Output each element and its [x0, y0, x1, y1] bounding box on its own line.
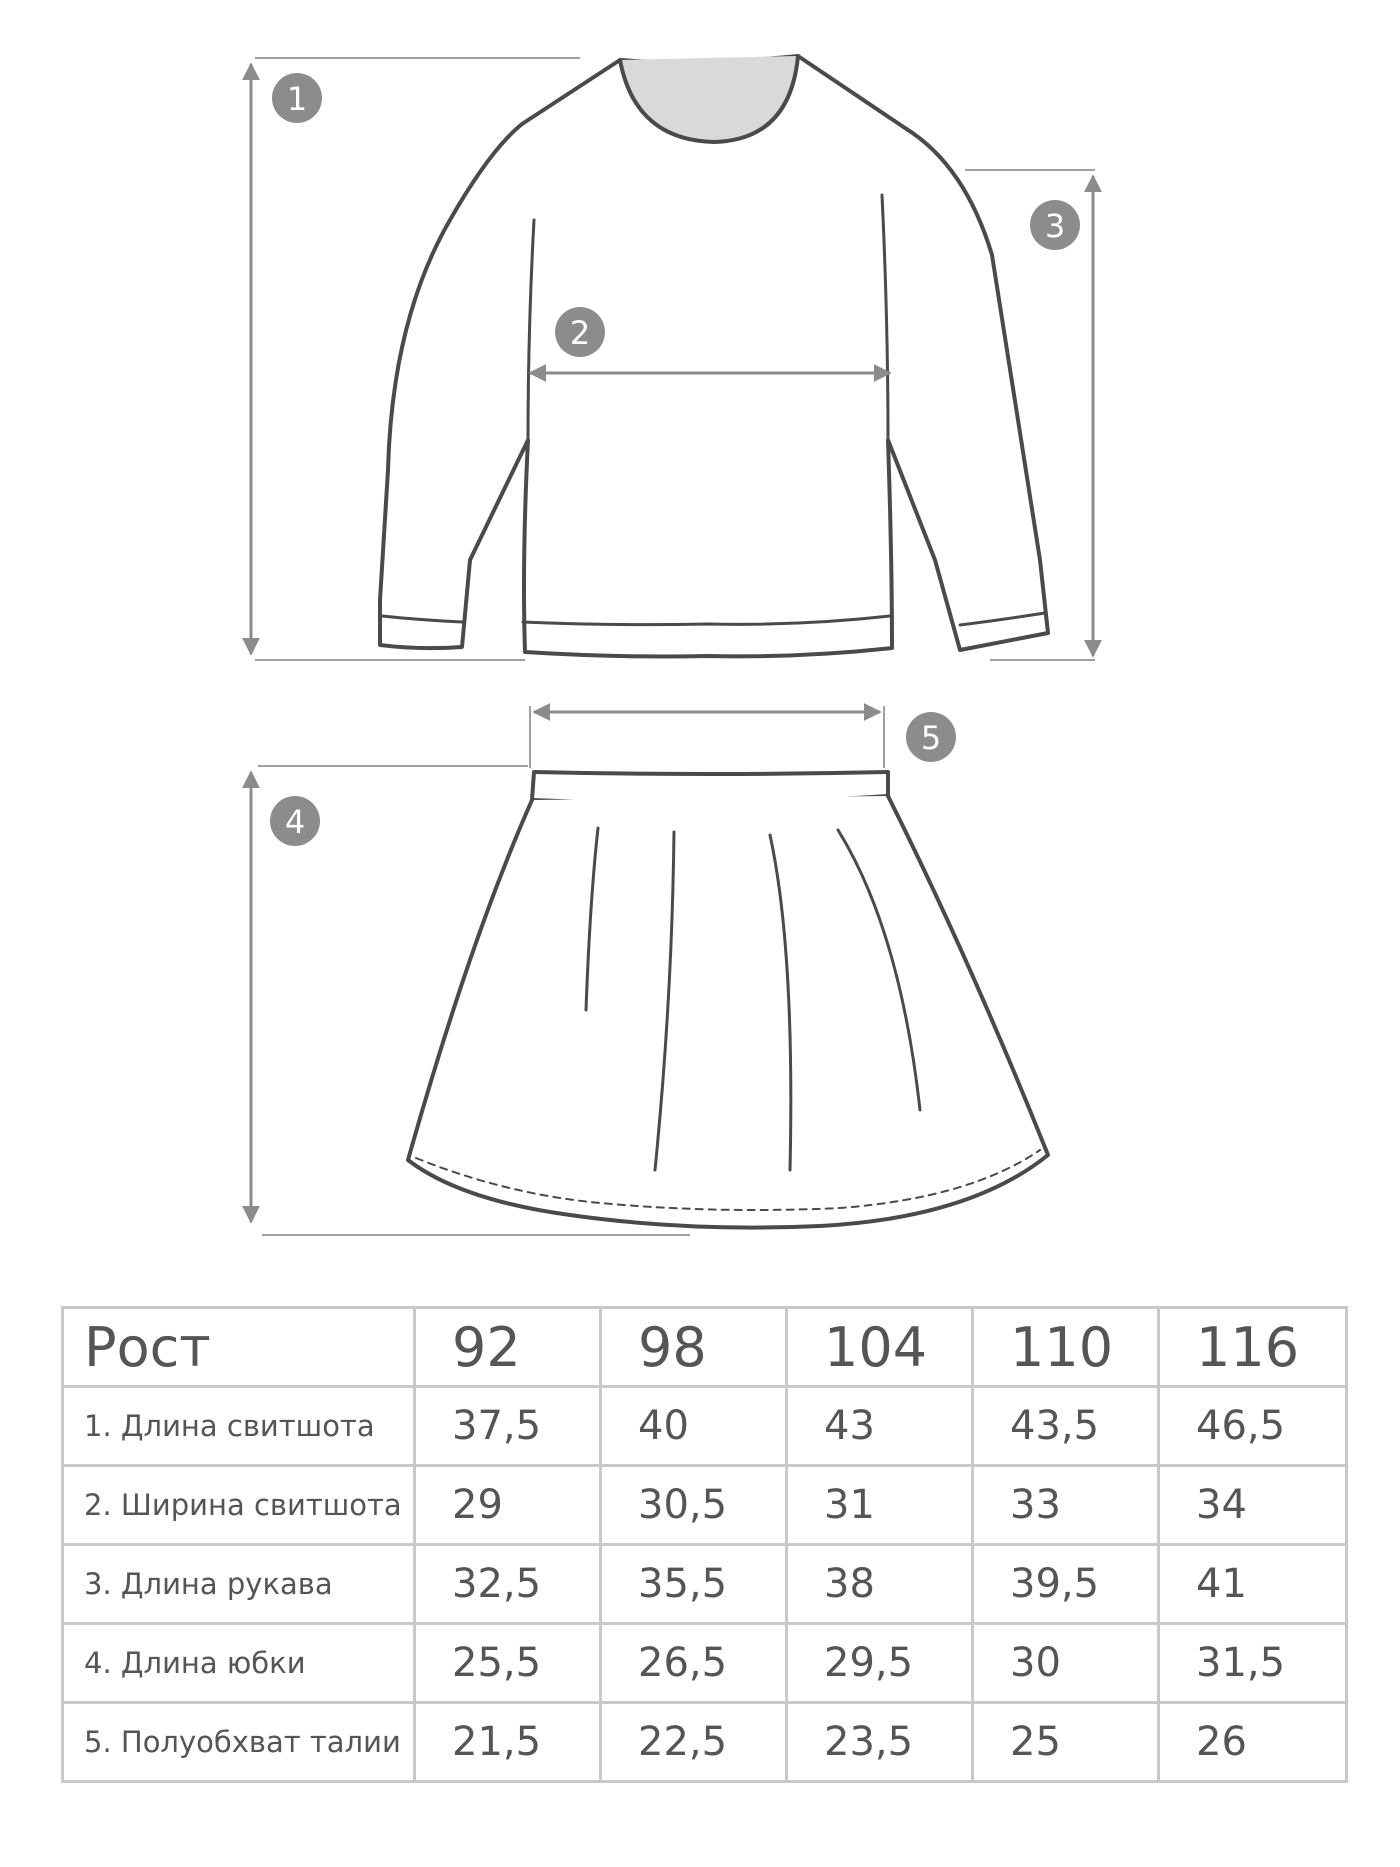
- table-cell: 22,5: [601, 1703, 787, 1782]
- size-header: 110: [973, 1308, 1159, 1387]
- table-cell: 26: [1159, 1703, 1347, 1782]
- marker-5: [906, 712, 956, 762]
- size-header: 116: [1159, 1308, 1347, 1387]
- svg-text:5: 5: [920, 719, 942, 757]
- table-cell: 43,5: [973, 1387, 1159, 1466]
- table-cell: 34: [1159, 1466, 1347, 1545]
- row-label: 3. Длина рукава: [63, 1545, 415, 1624]
- marker-3: [1030, 200, 1080, 250]
- table-cell: 39,5: [973, 1545, 1159, 1624]
- svg-text:2: 2: [569, 314, 591, 352]
- table-cell: 23,5: [787, 1703, 973, 1782]
- table-cell: 40: [601, 1387, 787, 1466]
- table-cell: 25: [973, 1703, 1159, 1782]
- table-cell: 21,5: [415, 1703, 601, 1782]
- table-row: [63, 1387, 1347, 1466]
- size-header: 98: [601, 1308, 787, 1387]
- row-label: 2. Ширина свитшота: [63, 1466, 415, 1545]
- table-cell: 30: [973, 1624, 1159, 1703]
- row-label: 4. Длина юбки: [63, 1624, 415, 1703]
- sweatshirt-drawing: [380, 56, 1048, 657]
- size-header: 92: [415, 1308, 601, 1387]
- table-row: [63, 1545, 1347, 1624]
- row-label: 5. Полуобхват талии: [63, 1703, 415, 1782]
- table-cell: 31: [787, 1466, 973, 1545]
- row-label: 1. Длина свитшота: [63, 1387, 415, 1466]
- height-label: Рост: [63, 1308, 415, 1387]
- svg-text:3: 3: [1044, 207, 1066, 245]
- table-cell: 43: [787, 1387, 973, 1466]
- table-cell: 25,5: [415, 1624, 601, 1703]
- table-cell: 31,5: [1159, 1624, 1347, 1703]
- svg-text:1: 1: [286, 80, 308, 118]
- table-cell: 38: [787, 1545, 973, 1624]
- svg-text:4: 4: [284, 803, 306, 841]
- table-cell: 35,5: [601, 1545, 787, 1624]
- table-row: [63, 1466, 1347, 1545]
- table-cell: 33: [973, 1466, 1159, 1545]
- marker-2: [555, 307, 605, 357]
- table-cell: 29,5: [787, 1624, 973, 1703]
- marker-1: [272, 73, 322, 123]
- table-row: [63, 1703, 1347, 1782]
- table-cell: 30,5: [601, 1466, 787, 1545]
- size-table: [61, 1306, 1348, 1783]
- table-cell: 26,5: [601, 1624, 787, 1703]
- table-cell: 46,5: [1159, 1387, 1347, 1466]
- size-header: 104: [787, 1308, 973, 1387]
- skirt-drawing: [408, 772, 1048, 1228]
- table-cell: 41: [1159, 1545, 1347, 1624]
- table-cell: 37,5: [415, 1387, 601, 1466]
- table-cell: 29: [415, 1466, 601, 1545]
- marker-4: [270, 796, 320, 846]
- table-cell: 32,5: [415, 1545, 601, 1624]
- table-row: [63, 1624, 1347, 1703]
- table-header-row: [63, 1308, 1347, 1387]
